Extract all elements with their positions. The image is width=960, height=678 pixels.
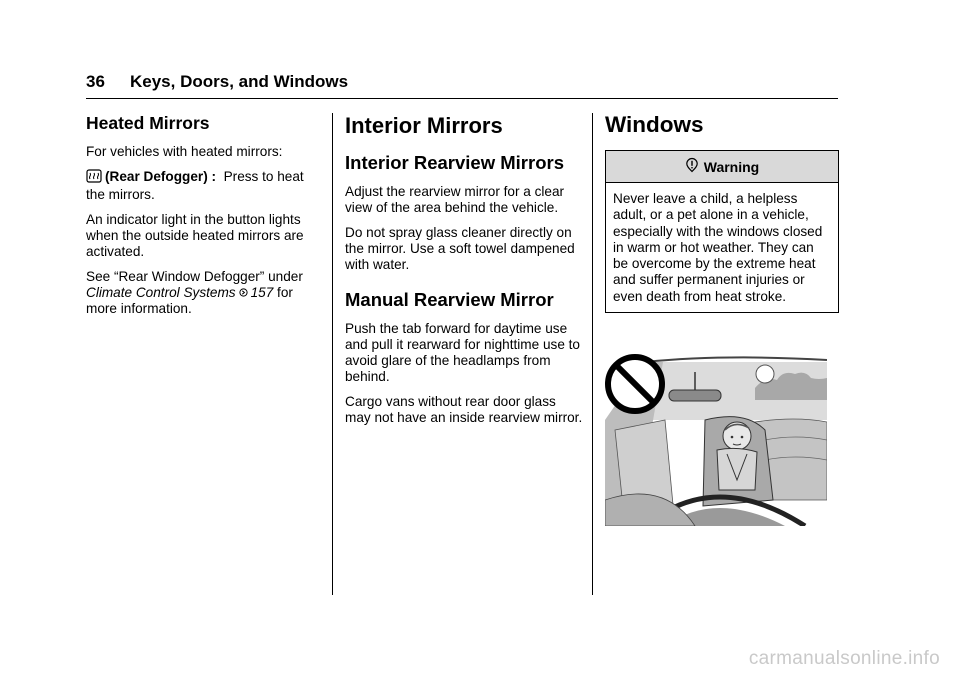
heading-heated-mirrors: Heated Mirrors [86, 113, 210, 133]
warning-title: Warning [703, 158, 760, 175]
child-in-vehicle-illustration [605, 350, 827, 531]
heading-interior-rearview-mirrors: Interior Rearview Mirrors [345, 152, 564, 173]
reference-text: for more information. [86, 285, 293, 317]
paragraph: Push the tab forward for daytime use and pull it rearward for nighttime use to avoid glare of the headlamps from behind. [345, 321, 580, 384]
prohibition-icon [608, 357, 662, 411]
defogger-text: Press to heat the mirrors. [86, 169, 304, 202]
paragraph: An indicator light in the button lights when the outside heated mirrors are activated. [86, 212, 304, 259]
paragraph: For vehicles with heated mirrors: [86, 144, 283, 159]
paragraph: Adjust the rearview mirror for a clear view of the area behind the vehicle. [345, 184, 565, 215]
reference-text: See “Rear Window Defogger” under [86, 269, 303, 284]
column-divider-1 [332, 113, 333, 595]
reference-page[interactable]: 157 [250, 285, 274, 300]
warning-box [605, 150, 839, 313]
reference-paragraph [86, 269, 322, 317]
header-rule [86, 98, 838, 99]
chapter-title: Keys, Doors, and Windows [130, 72, 349, 91]
heading-interior-mirrors: Interior Mirrors [345, 113, 503, 138]
column-interior-mirrors [345, 108, 583, 435]
reference-link[interactable]: Climate Control Systems [86, 285, 236, 300]
defogger-paragraph [86, 169, 322, 203]
paragraph: Do not spray glass cleaner directly on the mirror. Use a soft towel dampened with water. [345, 225, 575, 272]
watermark-text: carmanualsonline.info [748, 648, 940, 669]
page-reference-icon [239, 285, 248, 301]
heading-windows: Windows [605, 112, 704, 137]
warning-icon [685, 157, 704, 176]
column-windows [605, 108, 845, 313]
column-heated-mirrors [86, 108, 322, 326]
defogger-label: (Rear Defogger) : [105, 169, 217, 184]
page-number: 36 [86, 72, 105, 91]
warning-header [606, 151, 838, 183]
page-header [86, 72, 838, 92]
rear-defogger-icon [86, 169, 102, 187]
column-divider-2 [592, 113, 593, 595]
paragraph: Cargo vans without rear door glass may not have an inside rearview mirror. [345, 394, 583, 425]
warning-text: Never leave a child, a helpless adult, or a pet alone in a vehicle, especially with the windows closed in warm or hot weather. They can be overcome by the extreme heat and suffer permanent injuries or even death from heat stroke. [613, 191, 823, 304]
heading-manual-rearview-mirror: Manual Rearview Mirror [345, 289, 554, 310]
